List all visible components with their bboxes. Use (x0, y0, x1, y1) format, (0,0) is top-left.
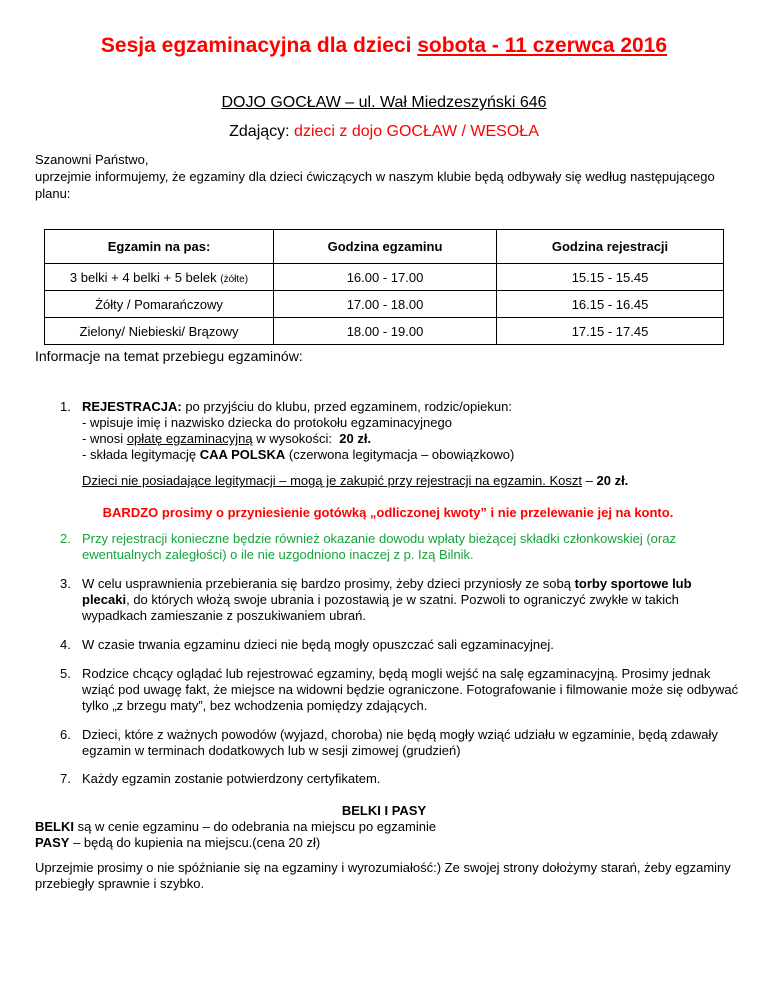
venue-address: DOJO GOCŁAW – ul. Wał Miedzeszyński 646 (221, 94, 547, 111)
item-text: Rodzice chcący oglądać lub rejestrować egzaminy, będą mogli wejść na salę egzaminacyjną. Prosimy jednak wziąć pod uwagę fakt, że miejsce na widowni będzie ograniczone. Fotografowanie i filmowanie może się odbywać tylko „z brzegu maty”, bez wchodzenia pomiędzy zdających. (82, 666, 739, 713)
registration-time-cell: 17.15 - 17.45 (497, 318, 724, 345)
card-name: CAA POLSKA (199, 447, 286, 462)
exam-time-cell: 16.00 - 17.00 (274, 264, 497, 291)
participants-label: Zdający: (229, 123, 290, 140)
belt-name: 3 belki + 4 belki + 5 belek (69, 269, 217, 285)
exam-time-cell: 18.00 - 19.00 (274, 318, 497, 345)
sub-text: w wysokości: (256, 431, 333, 446)
registration-time-cell: 16.15 - 16.45 (497, 291, 724, 318)
intro-text: uprzejmie informujemy, że egzaminy dla dzieci ćwiczących w naszym klubie będą odbywały się według następującego planu: (35, 169, 715, 201)
table-header-row (45, 230, 724, 264)
item-body (82, 576, 740, 624)
item-sub-line: - wpisuje imię i nazwisko dziecka do protokołu egzaminacyjnego (82, 415, 452, 430)
table-row (45, 264, 724, 291)
registration-time-cell: 15.15 - 15.45 (497, 264, 724, 291)
info-item-bags (60, 576, 740, 624)
sub-text: (czerwona legitymacja – obowiązkowo) (288, 447, 515, 462)
belt-note: (żółte) (220, 273, 249, 285)
page-title (0, 34, 768, 58)
item-text: po przyjściu do klubu, przed egzaminem, rodzic/opiekun: (185, 399, 512, 414)
item-sub-line (82, 431, 740, 447)
belt-cell: Żółty / Pomarańczowy (45, 291, 274, 318)
note-dash: – (585, 473, 593, 488)
item-body (82, 399, 740, 489)
item-text: , do których włożą swoje ubrania i pozostawią je w szatni. Pozwoli to ograniczyć zwykłe w takich wypadkach zamieszanie z poszukiwaniem ubrań. (82, 592, 679, 623)
exam-time-cell: 17.00 - 18.00 (274, 291, 497, 318)
belts-info (35, 819, 436, 851)
item-number: 5. (60, 666, 71, 681)
item-lead-line (82, 399, 740, 415)
info-item-absence (60, 727, 740, 759)
header-registration-time: Godzina rejestracji (497, 230, 724, 264)
item-lead: REJESTRACJA: (82, 399, 182, 414)
belts-line (35, 835, 436, 851)
belt-cell: Zielony/ Niebieski/ Brązowy (45, 318, 274, 345)
info-item-room (60, 637, 740, 653)
info-item-parents (60, 666, 740, 714)
title-text: Sesja egzaminacyjna dla dzieci (100, 34, 412, 57)
item-text: Dzieci, które z ważnych powodów (wyjazd, choroba) nie będą mogły wziąć udziału w egzaminie, będą zdawały egzamin w terminach dodatkowych lub w sesji zimowej (grudzień) (82, 727, 718, 758)
note-amount: 20 zł. (596, 473, 629, 488)
item-text: Każdy egzamin zostanie potwierdzony certyfikatem. (82, 771, 381, 786)
belt-cell (45, 264, 274, 291)
sub-text: - wnosi (82, 431, 124, 446)
closing-paragraph: Uprzejmie prosimy o nie spóźnianie się na egzaminy i wyrozumiałość:) Ze swojej strony dołożymy starań, żeby egzaminy przebiegły sprawnie i szybko. (35, 860, 731, 891)
item-number: 6. (60, 727, 71, 742)
belts-label: PASY (35, 835, 70, 850)
item-note-line (82, 473, 740, 489)
belts-text: są w cenie egzaminu – do odebrania na miejscu po egzaminie (77, 819, 437, 834)
info-item-registration (60, 399, 740, 489)
item-text: W czasie trwania egzaminu dzieci nie będą mogły opuszczać sali egzaminacyjnej. (82, 637, 554, 652)
belts-text: – będą do kupienia na miejscu.(cena 20 zł) (73, 835, 321, 850)
item-highlight: torby sportowe lub plecaki (82, 576, 692, 607)
belts-heading: BELKI I PASY (341, 803, 427, 818)
intro-greeting: Szanowni Państwo, (35, 152, 149, 167)
table-row (45, 291, 724, 318)
info-heading: Informacje na temat przebiegu egzaminów: (35, 348, 303, 364)
item-sub-line (82, 447, 740, 463)
intro-paragraph (35, 151, 735, 202)
info-item-membership (60, 531, 740, 563)
participants-value: dzieci z dojo GOCŁAW / WESOŁA (294, 123, 539, 140)
header-belt: Egzamin na pas: (45, 230, 274, 264)
table-row (45, 318, 724, 345)
note-text: Dzieci nie posiadające legitymacji – mogą je zakupić przy rejestracji na egzamin. Koszt (82, 473, 583, 488)
cash-notice: BARDZO prosimy o przyniesienie gotówką „odliczonej kwoty” i nie przelewanie jej na konto. (102, 505, 674, 520)
fee-amount: 20 zł. (339, 431, 372, 446)
exam-schedule-table (44, 229, 724, 345)
item-text: W celu usprawnienia przebierania się bardzo prosimy, żeby dzieci przyniosły ze sobą (82, 576, 571, 591)
item-number: 4. (60, 637, 71, 652)
item-number: 1. (60, 399, 71, 414)
fee-label: opłatę egzaminacyjną (126, 431, 253, 446)
item-text: Przy rejestracji konieczne będzie również okazanie dowodu wpłaty bieżącej składki członkowskiej (oraz ewentualnych zaległości) o ile nie uzgodniono inaczej z p. Izą Bilnik. (82, 531, 676, 562)
sub-text: - składa legitymację (82, 447, 197, 462)
info-item-certificate (60, 771, 740, 787)
participants-line (0, 123, 768, 141)
item-number: 2. (60, 531, 71, 546)
belts-line (35, 819, 436, 835)
item-number: 7. (60, 771, 71, 786)
belts-label: BELKI (35, 819, 74, 834)
header-exam-time: Godzina egzaminu (274, 230, 497, 264)
exam-date: sobota - 11 czerwca 2016 (417, 34, 668, 57)
item-number: 3. (60, 576, 71, 591)
